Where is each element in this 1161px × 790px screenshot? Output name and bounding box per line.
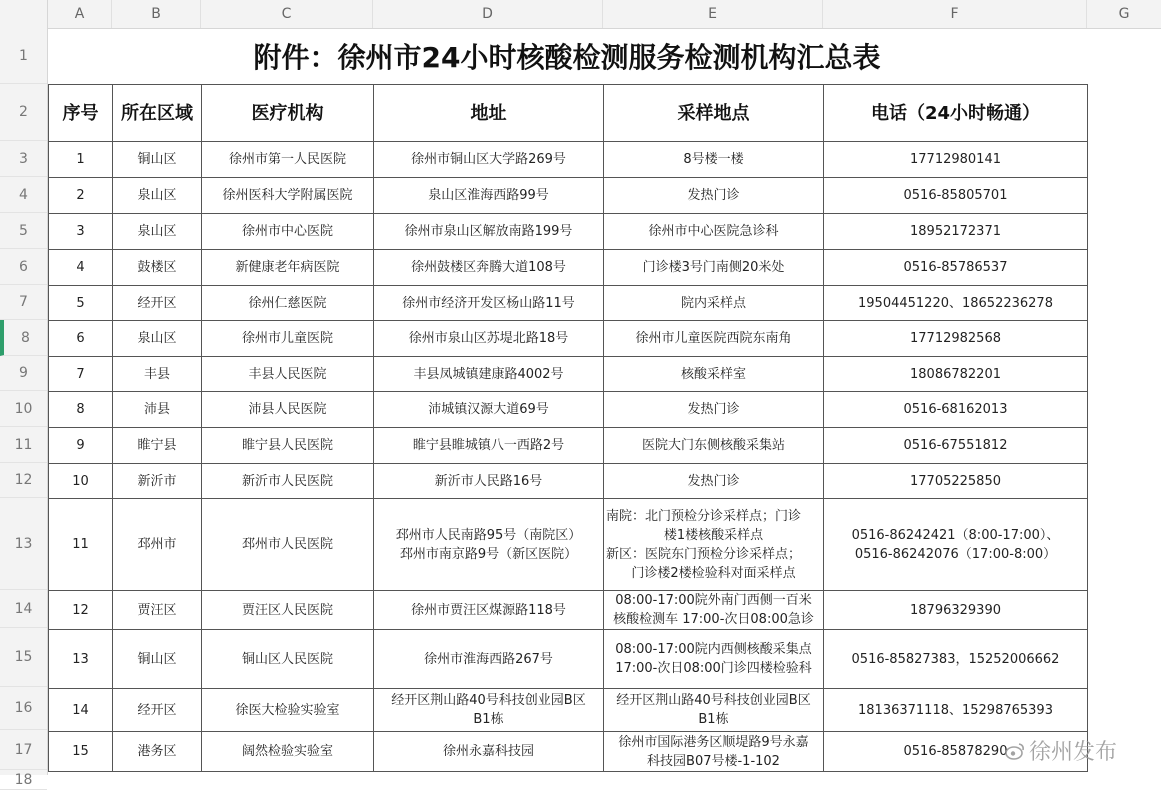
table-row bbox=[49, 428, 1088, 464]
header-district[interactable]: 所在区域 bbox=[113, 85, 202, 142]
cell-phone[interactable]: 0516-85786537 bbox=[824, 250, 1088, 286]
site-line: 门诊楼2楼检验科对面采样点 bbox=[631, 565, 796, 581]
table-row bbox=[49, 286, 1088, 321]
row-header-4[interactable]: 4 bbox=[0, 177, 47, 213]
cell-no[interactable]: 1 bbox=[49, 142, 113, 178]
cell-district[interactable]: 泉山区 bbox=[113, 321, 202, 357]
column-header-d[interactable]: D bbox=[373, 0, 603, 28]
cell-district[interactable]: 沛县 bbox=[113, 392, 202, 428]
cell-institution[interactable]: 睢宁县人民医院 bbox=[202, 428, 374, 464]
cell-site[interactable]: 院内采样点 bbox=[604, 286, 824, 321]
cell-phone[interactable]: 0516-67551812 bbox=[824, 428, 1088, 464]
table-row bbox=[49, 499, 1088, 591]
cell-address[interactable]: 徐州市淮海西路267号 bbox=[374, 630, 604, 689]
row-header-12[interactable]: 12 bbox=[0, 463, 47, 498]
site-line: 南院：北门预检分诊采样点；门诊 bbox=[606, 508, 802, 524]
site-line: 新区：医院东门预检分诊采样点； bbox=[606, 546, 802, 562]
cell-site[interactable]: 核酸采样室 bbox=[604, 357, 824, 392]
cell-institution[interactable]: 邳州市人民医院 bbox=[202, 499, 374, 591]
weibo-icon bbox=[1005, 742, 1025, 760]
cell-phone[interactable] bbox=[824, 499, 1088, 591]
column-headers bbox=[0, 0, 1161, 29]
cell-site[interactable]: 门诊楼3号门南侧20米处 bbox=[604, 250, 824, 286]
cell-phone[interactable]: 18136371118、15298765393 bbox=[824, 689, 1088, 732]
cell-address[interactable]: 徐州市经济开发区杨山路11号 bbox=[374, 286, 604, 321]
data-table bbox=[48, 84, 1088, 772]
cell-institution[interactable]: 徐州仁慈医院 bbox=[202, 286, 374, 321]
cell-district[interactable]: 丰县 bbox=[113, 357, 202, 392]
cell-no[interactable]: 7 bbox=[49, 357, 113, 392]
header-address[interactable]: 地址 bbox=[374, 85, 604, 142]
row-header-15[interactable]: 15 bbox=[0, 628, 47, 687]
cell-no[interactable]: 9 bbox=[49, 428, 113, 464]
cell-phone[interactable]: 0516-85805701 bbox=[824, 178, 1088, 214]
row-header-7[interactable]: 7 bbox=[0, 285, 47, 320]
row-header-2[interactable]: 2 bbox=[0, 84, 47, 141]
cell-district[interactable]: 鼓楼区 bbox=[113, 250, 202, 286]
address-line: B1栋 bbox=[473, 712, 504, 727]
row-header-16[interactable]: 16 bbox=[0, 687, 47, 730]
cell-site[interactable]: 发热门诊 bbox=[604, 178, 824, 214]
header-no[interactable]: 序号 bbox=[49, 85, 113, 142]
column-header-e[interactable]: E bbox=[603, 0, 823, 28]
select-all-corner[interactable] bbox=[0, 0, 48, 28]
row-header-3[interactable]: 3 bbox=[0, 141, 47, 177]
cell-site[interactable]: 发热门诊 bbox=[604, 392, 824, 428]
cell-address[interactable] bbox=[374, 689, 604, 732]
cell-no[interactable]: 8 bbox=[49, 392, 113, 428]
cell-phone[interactable]: 19504451220、18652236278 bbox=[824, 286, 1088, 321]
cell-institution[interactable]: 阔然检验实验室 bbox=[202, 732, 374, 772]
cell-address[interactable]: 徐州市泉山区苏堤北路18号 bbox=[374, 321, 604, 357]
site-line: 楼1楼核酸采样点 bbox=[663, 527, 764, 543]
site-line: B1栋 bbox=[698, 712, 729, 727]
cell-phone[interactable]: 0516-68162013 bbox=[824, 392, 1088, 428]
cell-phone[interactable]: 0516-85878290 bbox=[824, 732, 1088, 772]
cell-no[interactable]: 2 bbox=[49, 178, 113, 214]
row-header-8[interactable]: 8 bbox=[0, 320, 47, 356]
address-line: 邳州市人民南路95号（南院区） bbox=[395, 527, 582, 543]
row-header-9[interactable]: 9 bbox=[0, 356, 47, 391]
row-header-1[interactable]: 1 bbox=[0, 28, 47, 84]
cell-phone[interactable]: 17712980141 bbox=[824, 142, 1088, 178]
row-header-10[interactable]: 10 bbox=[0, 391, 47, 427]
row-headers bbox=[0, 28, 48, 788]
row-header-18[interactable]: 18 bbox=[0, 770, 47, 790]
cell-district[interactable]: 经开区 bbox=[113, 286, 202, 321]
cell-no[interactable]: 4 bbox=[49, 250, 113, 286]
cell-site[interactable]: 医院大门东侧核酸采集站 bbox=[604, 428, 824, 464]
row-header-5[interactable]: 5 bbox=[0, 213, 47, 249]
cell-phone[interactable]: 18952172371 bbox=[824, 214, 1088, 250]
column-header-g[interactable]: G bbox=[1118, 6, 1130, 22]
cell-district[interactable]: 邳州市 bbox=[113, 499, 202, 591]
cell-institution[interactable]: 沛县人民医院 bbox=[202, 392, 374, 428]
table-row bbox=[49, 250, 1088, 286]
cell-phone[interactable]: 0516-85827383，15252006662 bbox=[824, 630, 1088, 689]
cell-district[interactable]: 新沂市 bbox=[113, 464, 202, 499]
address-line: 经开区荆山路40号科技创业园B区 bbox=[391, 693, 586, 708]
table-row bbox=[49, 630, 1088, 689]
cell-no[interactable]: 3 bbox=[49, 214, 113, 250]
table-row bbox=[49, 357, 1088, 392]
site-line: 徐州市国际港务区顺堤路9号永嘉 bbox=[618, 734, 809, 750]
column-header-a[interactable]: A bbox=[48, 0, 112, 28]
cell-institution[interactable]: 徐医大检验实验室 bbox=[202, 689, 374, 732]
cell-no[interactable]: 15 bbox=[49, 732, 113, 772]
cell-site[interactable] bbox=[604, 630, 824, 689]
cell-address[interactable] bbox=[374, 499, 604, 591]
cell-institution[interactable]: 丰县人民医院 bbox=[202, 357, 374, 392]
cell-no[interactable]: 13 bbox=[49, 630, 113, 689]
cell-phone[interactable]: 17705225850 bbox=[824, 464, 1088, 499]
cell-no[interactable]: 14 bbox=[49, 689, 113, 732]
cell-site[interactable]: 徐州市儿童医院西院东南角 bbox=[604, 321, 824, 357]
table-row bbox=[49, 142, 1088, 178]
cell-no[interactable]: 6 bbox=[49, 321, 113, 357]
row-header-6[interactable]: 6 bbox=[0, 249, 47, 285]
column-header-c[interactable]: C bbox=[201, 0, 373, 28]
phone-line: 0516-86242421（8:00-17:00）、 bbox=[851, 527, 1060, 543]
row-header-11[interactable]: 11 bbox=[0, 427, 47, 463]
cell-district[interactable]: 睢宁县 bbox=[113, 428, 202, 464]
cell-institution[interactable]: 新沂市人民医院 bbox=[202, 464, 374, 499]
cell-institution[interactable]: 新健康老年病医院 bbox=[202, 250, 374, 286]
watermark-text: 徐州发布 bbox=[1029, 740, 1118, 765]
header-institution[interactable]: 医疗机构 bbox=[202, 85, 374, 142]
cell-institution[interactable]: 铜山区人民医院 bbox=[202, 630, 374, 689]
cell-site[interactable] bbox=[604, 499, 824, 591]
cell-address[interactable]: 徐州市铜山区大学路269号 bbox=[374, 142, 604, 178]
cell-no[interactable]: 10 bbox=[49, 464, 113, 499]
cell-institution[interactable]: 贾汪区人民医院 bbox=[202, 591, 374, 630]
column-header-b[interactable]: B bbox=[112, 0, 201, 28]
cell-phone[interactable]: 18796329390 bbox=[824, 591, 1088, 630]
weibo-watermark bbox=[1005, 735, 1117, 766]
cell-site[interactable]: 徐州市中心医院急诊科 bbox=[604, 214, 824, 250]
table-row bbox=[49, 591, 1088, 630]
column-header-f[interactable]: F bbox=[823, 0, 1087, 28]
cell-address[interactable]: 丰县凤城镇建康路4002号 bbox=[374, 357, 604, 392]
sheet-title: 附件：徐州市24小时核酸检测服务检测机构汇总表 bbox=[253, 41, 881, 74]
row-header-13[interactable]: 13 bbox=[0, 498, 47, 590]
site-line: 17:00-次日08:00门诊四楼检验科 bbox=[615, 661, 812, 676]
table-row bbox=[49, 214, 1088, 250]
site-line: 科技园B07号楼-1-102 bbox=[647, 753, 780, 769]
site-line: 08:00-17:00院内西侧核酸采集点 bbox=[615, 642, 812, 657]
table-row bbox=[49, 464, 1088, 499]
phone-line: 0516-86242076（17:00-8:00） bbox=[854, 546, 1057, 562]
cell-address[interactable]: 徐州市贾汪区煤源路118号 bbox=[374, 591, 604, 630]
cell-address[interactable]: 沛城镇汉源大道69号 bbox=[374, 392, 604, 428]
header-row bbox=[49, 85, 1088, 142]
table-row bbox=[49, 392, 1088, 428]
cell-no[interactable]: 12 bbox=[49, 591, 113, 630]
cell-site[interactable]: 8号楼一楼 bbox=[604, 142, 824, 178]
cell-institution[interactable]: 徐州医科大学附属医院 bbox=[202, 178, 374, 214]
table-row bbox=[49, 321, 1088, 357]
cell-address[interactable]: 睢宁县睢城镇八一西路2号 bbox=[374, 428, 604, 464]
cell-site[interactable]: 发热门诊 bbox=[604, 464, 824, 499]
cell-site[interactable] bbox=[604, 591, 824, 630]
cell-district[interactable]: 泉山区 bbox=[113, 214, 202, 250]
cell-district[interactable]: 铜山区 bbox=[113, 630, 202, 689]
cell-district[interactable]: 贾汪区 bbox=[113, 591, 202, 630]
cell-district[interactable]: 泉山区 bbox=[113, 178, 202, 214]
cell-address[interactable]: 徐州永嘉科技园 bbox=[374, 732, 604, 772]
cell-no[interactable]: 11 bbox=[49, 499, 113, 591]
header-phone[interactable]: 电话（24小时畅通） bbox=[824, 85, 1088, 142]
cell-site[interactable] bbox=[604, 732, 824, 772]
cell-address[interactable]: 徐州鼓楼区奔腾大道108号 bbox=[374, 250, 604, 286]
header-site[interactable]: 采样地点 bbox=[604, 85, 824, 142]
cell-phone[interactable]: 18086782201 bbox=[824, 357, 1088, 392]
cell-phone[interactable]: 17712982568 bbox=[824, 321, 1088, 357]
cell-district[interactable]: 经开区 bbox=[113, 689, 202, 732]
site-line: 经开区荆山路40号科技创业园B区 bbox=[616, 693, 811, 708]
cell-institution[interactable]: 徐州市第一人民医院 bbox=[202, 142, 374, 178]
table-row bbox=[49, 689, 1088, 732]
cell-site[interactable] bbox=[604, 689, 824, 732]
table-row bbox=[49, 178, 1088, 214]
cell-address[interactable]: 徐州市泉山区解放南路199号 bbox=[374, 214, 604, 250]
row-header-14[interactable]: 14 bbox=[0, 590, 47, 628]
cell-no[interactable]: 5 bbox=[49, 286, 113, 321]
address-line: 邳州市南京路9号（新区医院） bbox=[399, 546, 578, 562]
cell-address[interactable]: 新沂市人民路16号 bbox=[374, 464, 604, 499]
table-row bbox=[49, 732, 1088, 772]
cell-address[interactable]: 泉山区淮海西路99号 bbox=[374, 178, 604, 214]
cell-district[interactable]: 铜山区 bbox=[113, 142, 202, 178]
cell-institution[interactable]: 徐州市儿童医院 bbox=[202, 321, 374, 357]
row-header-17[interactable]: 17 bbox=[0, 730, 47, 770]
site-line: 核酸检测车 17:00-次日08:00急诊 bbox=[613, 612, 814, 627]
site-line: 08:00-17:00院外南门西侧一百米 bbox=[615, 593, 812, 608]
cell-institution[interactable]: 徐州市中心医院 bbox=[202, 214, 374, 250]
cell-district[interactable]: 港务区 bbox=[113, 732, 202, 772]
